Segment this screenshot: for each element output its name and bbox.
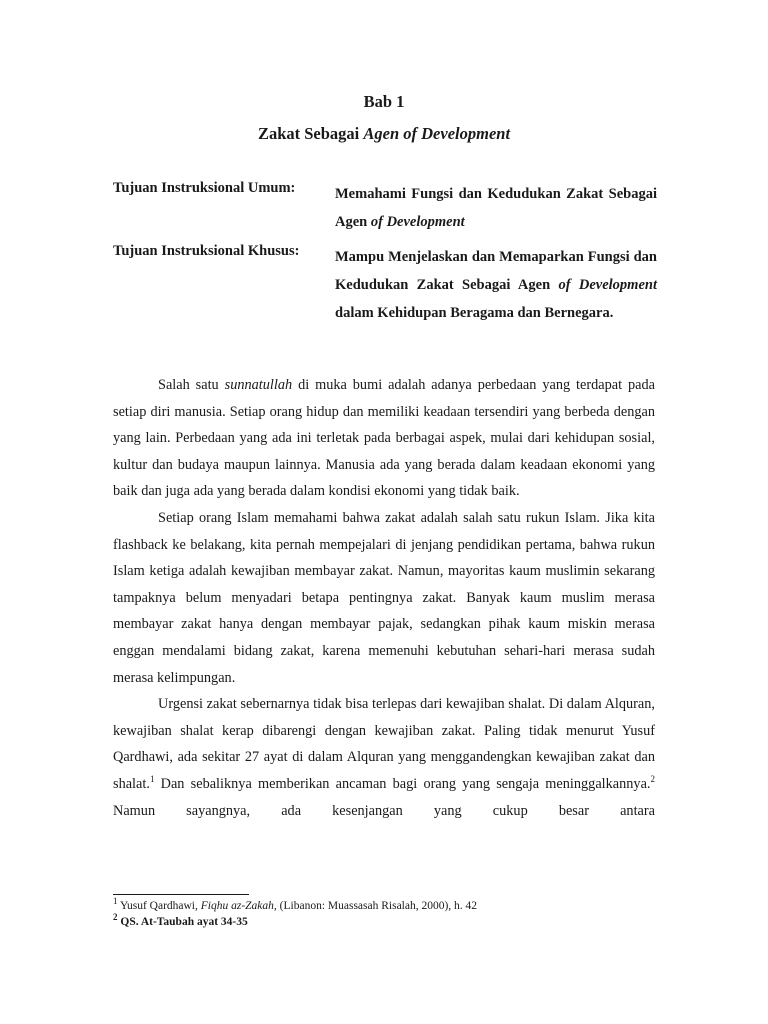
chapter-heading: Bab 1 — [363, 92, 405, 111]
specific-objective-text-part: Mampu Menjelaskan dan Memaparkan Fungsi dan Kedudukan Zakat Sebagai Agen — [335, 249, 657, 293]
paragraph-2: Setiap orang Islam memahami bahwa zakat adalah salah satu rukun Islam. Jika kita flashback ke belakang, kita pernah mempejalari di jenjang pendidikan pertama, bahwa rukun Islam ketiga adalah kewajiban membayar zakat. Namun, mayoritas kaum muslimin sekarang tampaknya belum menyadari betapa pentingnya zakat. Banyak kaum muslim merasa membayar zakat hanya dengan membayar pajak, sedangkan pihak kaum miskin merasa enggan mendalami bidang zakat, karena memenuhi kebutuhan sehari-hari merasa sudah merasa kelimpungan. — [113, 509, 655, 686]
paragraph-1-italic: sunnatullah — [224, 377, 293, 393]
paragraph-3-start: Urgensi zakat sebernarnya tidak bisa terlepas dari kewajiban shalat. Di dalam Alquran, kewajiban shalat kerap dibarengi dengan kewajiban zakat. Paling tidak menurut Yusuf Qardhawi, ada sekitar 27 ayat di dalam Alquran yang menggandengkan kewajiban zakat dan shalat. — [113, 696, 655, 792]
specific-objective-text — [335, 243, 657, 327]
paragraph-1-rest: di muka bumi adalah adanya perbedaan yang terdapat pada setiap diri manusia. Setiap orang hidup dan memiliki keadaan tersendiri yang berbeda dengan yang lain. Perbedaan yang ada ini terletak pada berbagai aspek, mulai dari kehidupan sosial, kultur dan budaya maupun lainnya. Manusia ada yang berada dalam keadaan ekonomi yang baik dan juga ada yang berada dalam kondisi ekonomi yang tidak baik. — [113, 377, 655, 500]
footnote-ref-1: 1 — [149, 774, 155, 785]
chapter-title — [0, 124, 768, 144]
chapter-title-plain: Zakat Sebagai — [257, 124, 364, 143]
general-objective-text-italic: of Development — [370, 214, 465, 230]
footnote-ref-2: 2 — [650, 774, 655, 785]
paragraph-3 — [113, 691, 655, 824]
paragraph-1-start: Salah satu — [158, 377, 225, 393]
paragraph-1 — [113, 372, 655, 505]
footnote-1 — [113, 898, 673, 914]
paragraph-3-middle: Dan sebaliknya memberikan ancaman bagi orang yang sengaja meninggalkannya. — [154, 775, 651, 792]
footnote-2 — [113, 914, 673, 930]
footnote-2-number: 2 — [113, 912, 118, 923]
general-objective-label: Tujuan Instruksional Umum: — [113, 180, 296, 196]
footnote-divider — [113, 894, 249, 895]
footnote-1-number: 1 — [113, 896, 118, 907]
specific-objective-label: Tujuan Instruksional Khusus: — [113, 243, 300, 259]
paragraph-3-end: Namun sayangnya, ada kesenjangan yang cukup besar antara — [113, 802, 655, 819]
general-objective-text — [335, 180, 657, 236]
footnote-1-text: Yusuf Qardhawi, — [117, 900, 201, 912]
chapter-title-italic: Agen of Development — [363, 124, 511, 143]
footnotes — [113, 898, 673, 930]
specific-objective-text-end: dalam Kehidupan Beragama dan Bernegara. — [335, 305, 614, 321]
specific-objective-text-italic: of Development — [558, 277, 657, 293]
body-text — [113, 372, 655, 824]
footnote-1-italic: Fiqhu az-Zakah, — [200, 900, 277, 912]
footnote-2-text: QS. At-Taubah ayat 34-35 — [117, 916, 248, 928]
general-objective-text-part: Memahami Fungsi dan Kedudukan Zakat Sebagai Agen — [335, 186, 657, 230]
footnote-1-text-end: (Libanon: Muassasah Risalah, 2000), h. 42 — [276, 900, 478, 912]
